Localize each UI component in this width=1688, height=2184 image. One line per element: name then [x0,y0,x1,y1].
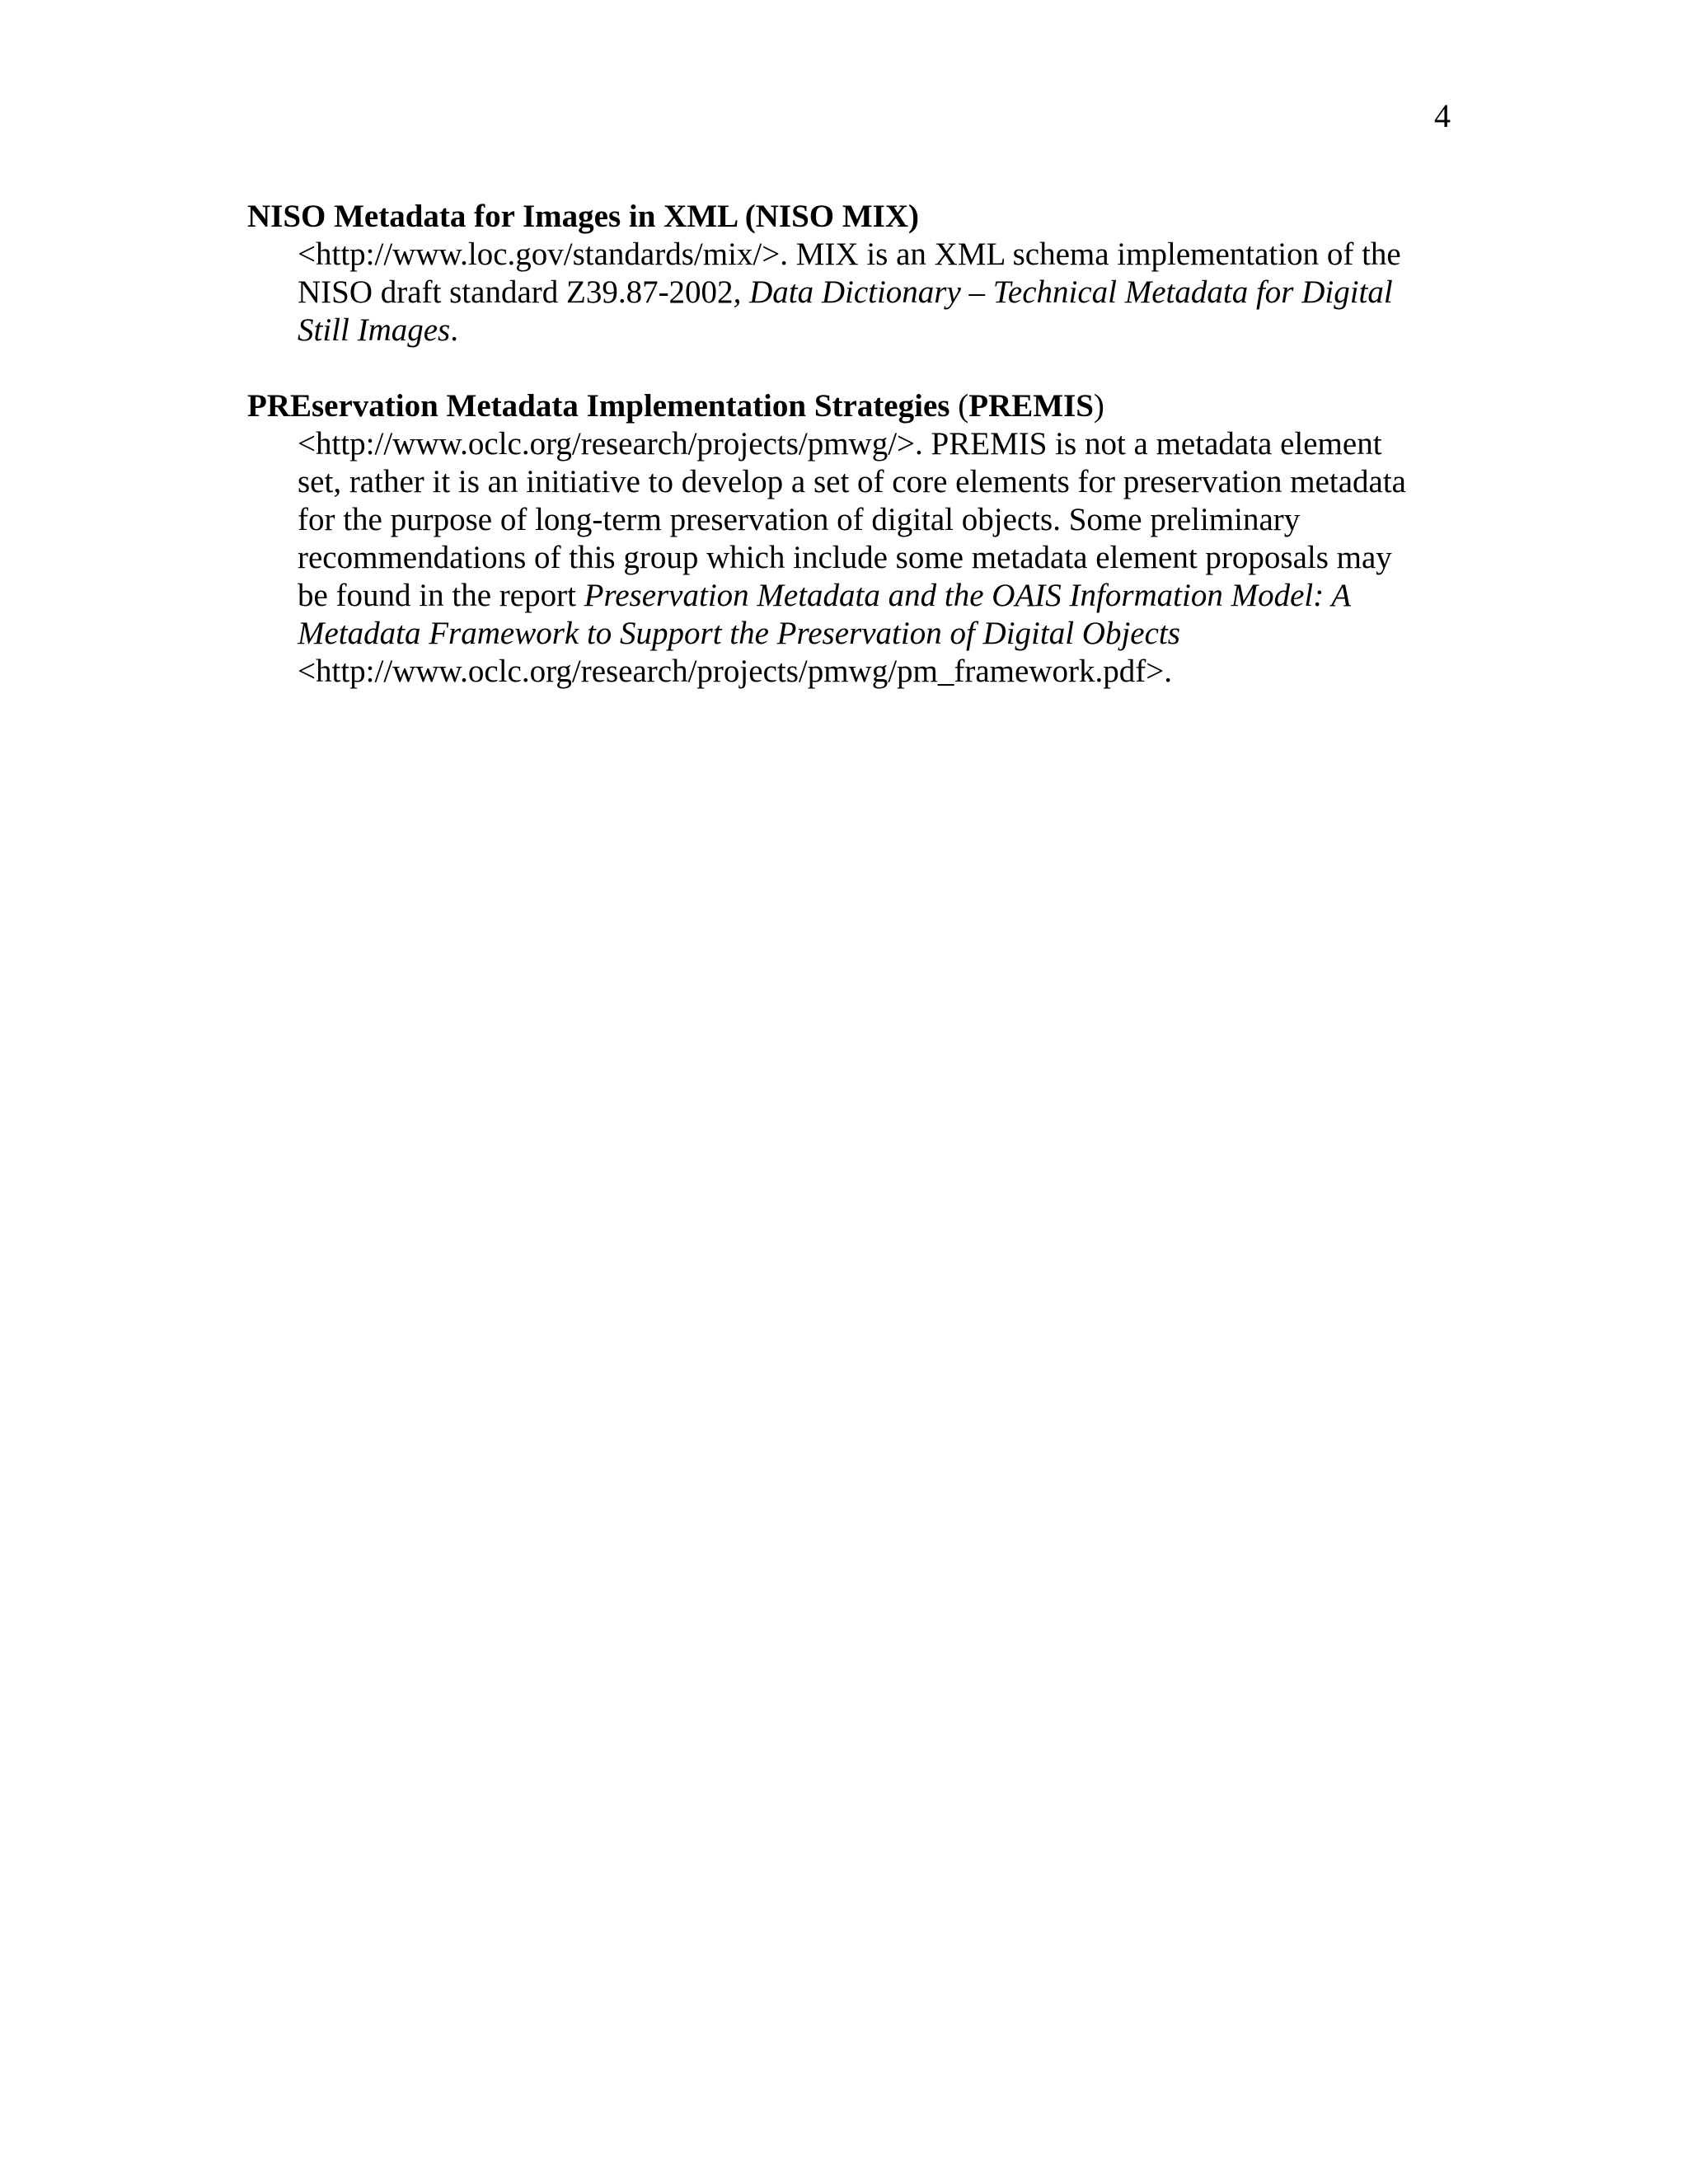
line-text: . [450,312,458,348]
page-number: 4 [1434,97,1451,134]
entry-line: for the purpose of long-term preservation of digital objects. Some preliminary [298,502,1301,537]
entry-line: recommendations of this group which include some metadata element proposals may [298,540,1392,575]
entry-title [247,387,1467,425]
framework-pdf-link[interactable]: <http://www.oclc.org/research/projects/pmwg/pm_framework.pdf>. [298,654,1172,689]
reference-list [247,198,1467,729]
title-paren: ) [1093,388,1104,424]
line-text: NISO draft standard Z39.87-2002 [298,274,734,310]
entry-line [298,615,1467,653]
entry-title: NISO Metadata for Images in XML (NISO MIX) [247,199,920,234]
reference-entry-premis [247,387,1467,691]
line-italic-text: Still Images [298,312,451,348]
entry-line [298,274,1467,312]
entry-line [298,425,1467,463]
line-italic-text: , Data Dictionary – Technical Metadata for Digital [733,274,1393,310]
line-text: be found in the report [298,578,584,613]
entry-line [298,577,1467,615]
entry-body [298,425,1467,691]
line-italic-text: Preservation Metadata and the OAIS Information Model: A [584,578,1352,613]
title-bold-text: PREservation Metadata Implementation Strategies [247,388,950,424]
entry-line [298,653,1467,691]
entry-line [298,312,1467,349]
reference-entry-niso-mix [247,198,1467,349]
entry-line [298,236,1467,274]
entry-body [298,236,1467,349]
title-bold-acronym: PREMIS [968,388,1094,424]
title-paren: ( [950,388,969,424]
premis-url-link[interactable]: <http://www.oclc.org/research/projects/pmwg/>. PREMIS is not a metadata element [298,426,1382,462]
entry-line: set, rather it is an initiative to develop a set of core elements for preservation metadata [298,464,1406,499]
line-italic-text: Metadata Framework to Support the Preservation of Digital Objects [298,616,1180,651]
mix-url-link[interactable]: <http://www.loc.gov/standards/mix/>. MIX is an XML schema implementation of the [298,237,1401,272]
